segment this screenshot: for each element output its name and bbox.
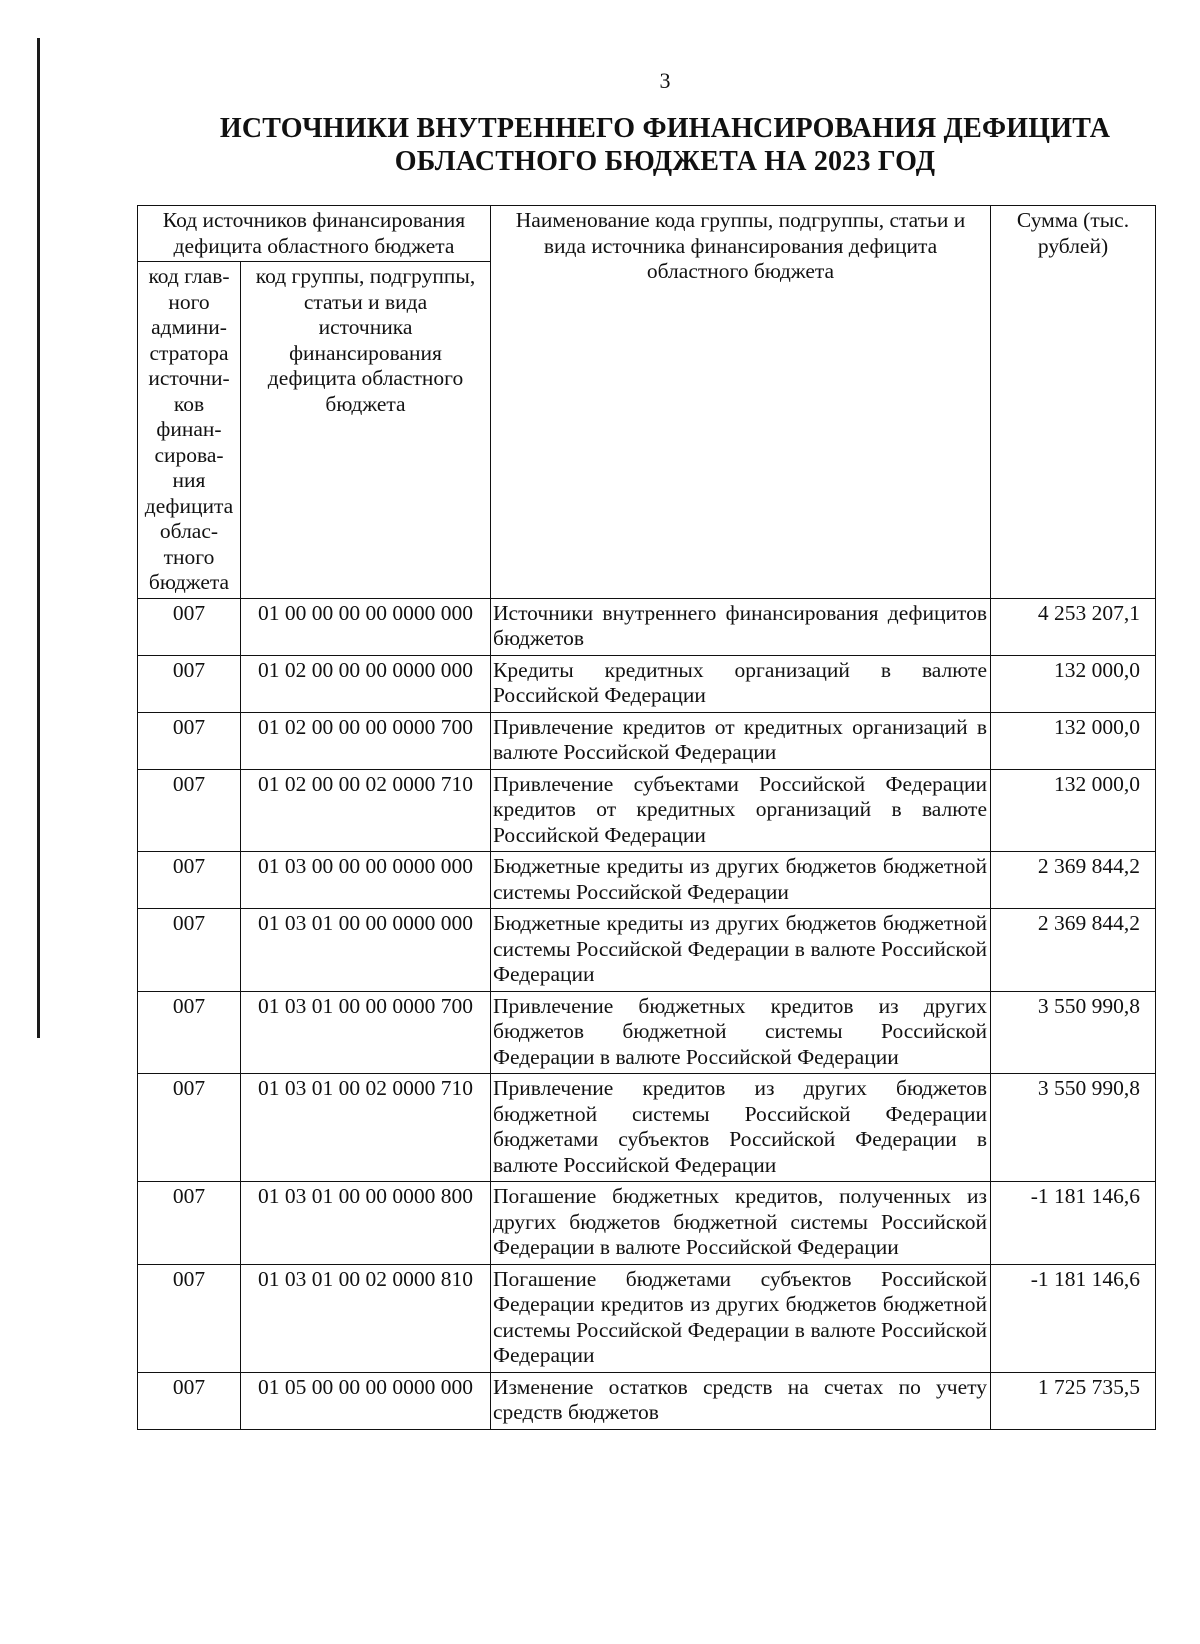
amount-cell: 4 253 207,1 bbox=[991, 598, 1156, 655]
header-amount: Сумма (тыс. рублей) bbox=[991, 206, 1156, 599]
admin-code-cell: 007 bbox=[138, 852, 241, 909]
table-row bbox=[138, 1264, 1156, 1372]
source-name-cell: Привлечение кредитов от кредитных организаций в валюте Российской Федерации bbox=[491, 712, 991, 769]
admin-code-cell: 007 bbox=[138, 598, 241, 655]
source-code-cell: 01 03 01 00 00 0000 700 bbox=[241, 991, 491, 1074]
source-code-cell: 01 03 01 00 02 0000 810 bbox=[241, 1264, 491, 1372]
amount-cell: -1 181 146,6 bbox=[991, 1182, 1156, 1265]
source-name-cell: Привлечение кредитов из других бюджетов бюджетной системы Российской Федерации бюджетами субъектов Российской Федерации в валюте Российской Федерации bbox=[491, 1074, 991, 1182]
source-name-cell: Кредиты кредитных организаций в валюте Российской Федерации bbox=[491, 655, 991, 712]
source-name-cell: Привлечение субъектами Российской Федерации кредитов от кредитных организаций в валюте Российской Федерации bbox=[491, 769, 991, 852]
table-row bbox=[138, 909, 1156, 992]
amount-cell: 132 000,0 bbox=[991, 655, 1156, 712]
source-code-cell: 01 02 00 00 02 0000 710 bbox=[241, 769, 491, 852]
admin-code-cell: 007 bbox=[138, 909, 241, 992]
amount-cell: 132 000,0 bbox=[991, 769, 1156, 852]
admin-code-cell: 007 bbox=[138, 712, 241, 769]
source-name-cell: Бюджетные кредиты из других бюджетов бюджетной системы Российской Федерации в валюте Российской Федерации bbox=[491, 909, 991, 992]
table-row bbox=[138, 852, 1156, 909]
header-source-code: код группы, подгруппы, статьи и вида источника финансирования дефицита областного бюджета bbox=[241, 262, 491, 599]
admin-code-cell: 007 bbox=[138, 1074, 241, 1182]
source-name-cell: Источники внутреннего финансирования дефицитов бюджетов bbox=[491, 598, 991, 655]
source-name-cell: Погашение бюджетами субъектов Российской Федерации кредитов из других бюджетов бюджетной системы Российской Федерации в валюте Российской Федерации bbox=[491, 1264, 991, 1372]
source-name-cell: Изменение остатков средств на счетах по учету средств бюджетов bbox=[491, 1372, 991, 1429]
table-row bbox=[138, 598, 1156, 655]
source-code-cell: 01 00 00 00 00 0000 000 bbox=[241, 598, 491, 655]
admin-code-cell: 007 bbox=[138, 1264, 241, 1372]
table-row bbox=[138, 1372, 1156, 1429]
source-code-cell: 01 03 00 00 00 0000 000 bbox=[241, 852, 491, 909]
amount-cell: 2 369 844,2 bbox=[991, 852, 1156, 909]
header-name: Наименование кода группы, подгруппы, статьи и вида источника финансирования дефицита областного бюджета bbox=[491, 206, 991, 599]
page-number: 3 bbox=[659, 68, 671, 93]
source-code-cell: 01 05 00 00 00 0000 000 bbox=[241, 1372, 491, 1429]
table-row bbox=[138, 712, 1156, 769]
source-code-cell: 01 02 00 00 00 0000 700 bbox=[241, 712, 491, 769]
source-name-cell: Бюджетные кредиты из других бюджетов бюджетной системы Российской Федерации bbox=[491, 852, 991, 909]
amount-cell: 1 725 735,5 bbox=[991, 1372, 1156, 1429]
admin-code-cell: 007 bbox=[138, 1372, 241, 1429]
table-row bbox=[138, 1074, 1156, 1182]
table-row bbox=[138, 655, 1156, 712]
page-title bbox=[0, 112, 1200, 178]
source-code-cell: 01 02 00 00 00 0000 000 bbox=[241, 655, 491, 712]
source-name-cell: Погашение бюджетных кредитов, полученных из других бюджетов бюджетной системы Российской Федерации в валюте Российской Федерации bbox=[491, 1182, 991, 1265]
header-admin-code: код глав- ного админи- стратора источни- ков финан- сирова- ния дефицита облас- тного бюджета bbox=[138, 262, 241, 599]
source-code-cell: 01 03 01 00 00 0000 800 bbox=[241, 1182, 491, 1265]
amount-cell: 132 000,0 bbox=[991, 712, 1156, 769]
table-row bbox=[138, 769, 1156, 852]
title-line-2: ОБЛАСТНОГО БЮДЖЕТА НА 2023 ГОД bbox=[394, 146, 936, 177]
financing-sources-table bbox=[137, 205, 1156, 1430]
title-line-1: ИСТОЧНИКИ ВНУТРЕННЕГО ФИНАНСИРОВАНИЯ ДЕФИЦИТА bbox=[219, 113, 1111, 144]
admin-code-cell: 007 bbox=[138, 1182, 241, 1265]
source-name-cell: Привлечение бюджетных кредитов из других бюджетов бюджетной системы Российской Федерации в валюте Российской Федерации bbox=[491, 991, 991, 1074]
admin-code-cell: 007 bbox=[138, 769, 241, 852]
table-row bbox=[138, 1182, 1156, 1265]
amount-cell: 2 369 844,2 bbox=[991, 909, 1156, 992]
header-row-1 bbox=[138, 206, 1156, 262]
amount-cell: -1 181 146,6 bbox=[991, 1264, 1156, 1372]
source-code-cell: 01 03 01 00 02 0000 710 bbox=[241, 1074, 491, 1182]
amount-cell: 3 550 990,8 bbox=[991, 991, 1156, 1074]
amount-cell: 3 550 990,8 bbox=[991, 1074, 1156, 1182]
left-margin-line bbox=[37, 38, 40, 1038]
table-row bbox=[138, 991, 1156, 1074]
admin-code-cell: 007 bbox=[138, 991, 241, 1074]
admin-code-cell: 007 bbox=[138, 655, 241, 712]
header-code-group: Код источников финансирования дефицита областного бюджета bbox=[138, 206, 491, 262]
source-code-cell: 01 03 01 00 00 0000 000 bbox=[241, 909, 491, 992]
